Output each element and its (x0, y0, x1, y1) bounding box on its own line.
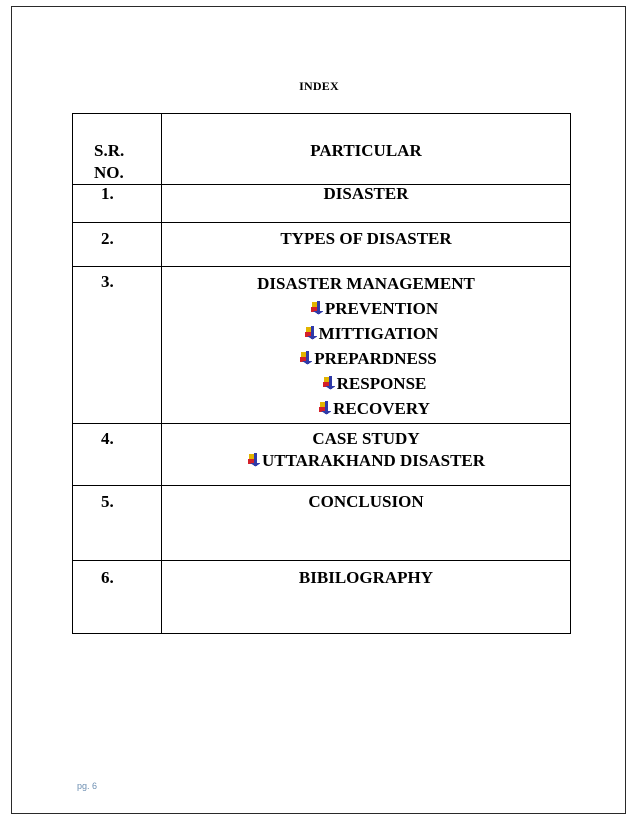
sub-item-label: RECOVERY (333, 399, 430, 418)
table-row (73, 424, 571, 486)
sub-item-label: RESPONSE (336, 374, 427, 393)
table-header-row (73, 114, 571, 185)
index-table (72, 113, 571, 634)
page-title: INDEX (299, 79, 339, 93)
sub-item (162, 450, 570, 472)
row-sr: 1. (101, 184, 114, 203)
header-sr-cell (73, 114, 162, 185)
sub-item-label: MITTIGATION (318, 324, 439, 343)
sub-item (178, 371, 570, 396)
row-particular: TYPES OF DISASTER (280, 229, 452, 248)
header-sr-line1: S.R. (94, 141, 125, 160)
table-row (73, 561, 571, 634)
sub-item (172, 321, 570, 346)
sub-item (178, 396, 570, 421)
row-sr: 3. (101, 272, 114, 291)
table-row (73, 486, 571, 561)
sub-item-label: UTTARAKHAND DISASTER (261, 451, 486, 470)
sub-item (178, 296, 570, 321)
header-particular: PARTICULAR (310, 141, 422, 160)
arrow-bullet-icon (318, 401, 331, 415)
sub-item-label: PREVENTION (324, 299, 439, 318)
header-sr-line2: NO. (94, 163, 124, 182)
row-sr: 4. (101, 429, 114, 448)
arrow-bullet-icon (299, 351, 312, 365)
arrow-bullet-icon (322, 376, 335, 390)
row-sr: 5. (101, 492, 114, 511)
arrow-bullet-icon (310, 301, 323, 315)
arrow-bullet-icon (247, 453, 260, 467)
row-sr: 2. (101, 229, 114, 248)
table-row (73, 185, 571, 223)
table-row (73, 267, 571, 424)
row-particular: CONCLUSION (308, 492, 424, 511)
row-particular: DISASTER (323, 184, 409, 203)
sub-item-label: PREPARDNESS (314, 349, 437, 368)
header-particular-cell (162, 114, 571, 185)
row-particular: CASE STUDY (312, 429, 420, 448)
row-particular: DISASTER MANAGEMENT (257, 274, 475, 293)
row-particular: BIBILOGRAPHY (298, 568, 434, 587)
page-number: pg. 6 (77, 781, 98, 791)
sub-item (166, 346, 570, 371)
row-sr: 6. (101, 568, 114, 587)
arrow-bullet-icon (304, 326, 317, 340)
table-row (73, 223, 571, 267)
